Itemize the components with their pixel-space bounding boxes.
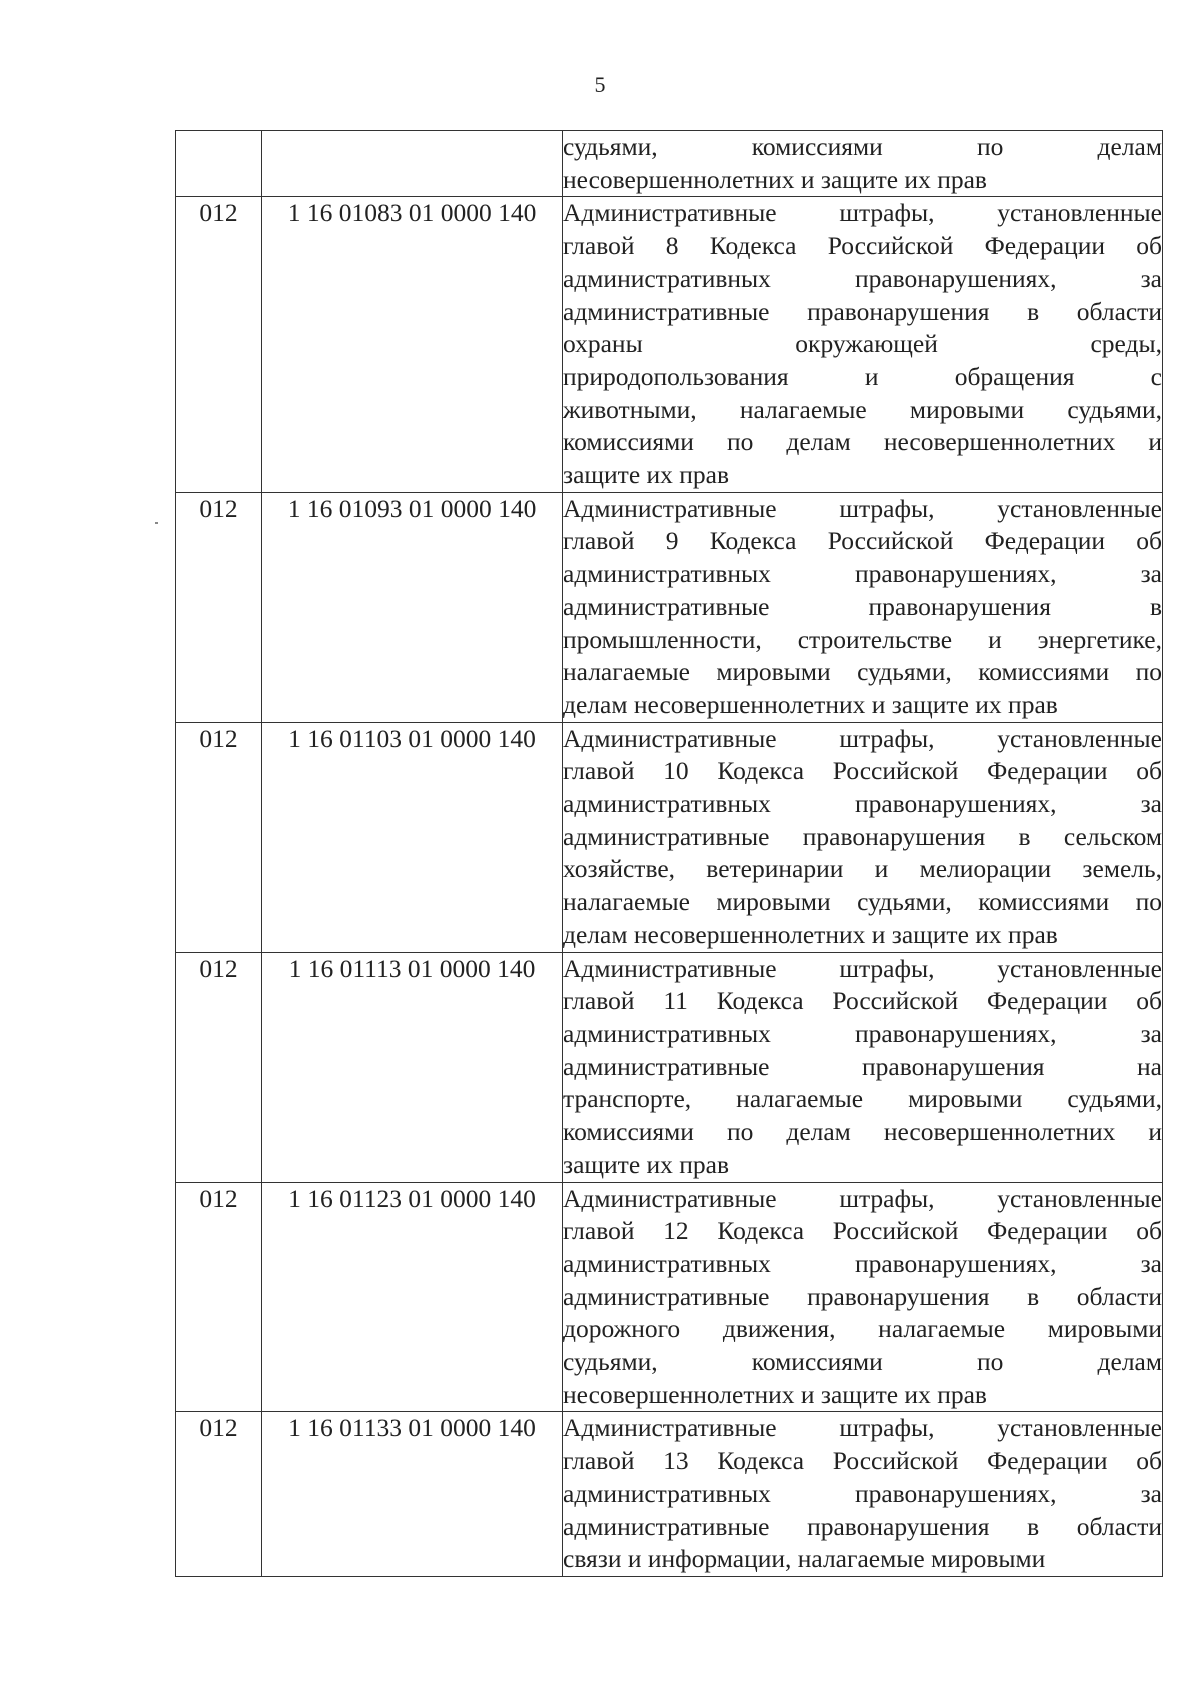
description-line: Административные штрафы, установленные	[563, 198, 1162, 228]
admin-code-cell: 012	[176, 1182, 262, 1412]
description-line: главой 8 Кодекса Российской Федерации об	[563, 231, 1162, 261]
scan-speck	[155, 522, 158, 524]
description-line: защите их прав	[563, 1149, 730, 1179]
revenue-description-cell	[563, 131, 1163, 197]
description-line: судьями, комиссиями по делам	[563, 132, 1162, 161]
budget-classification-code-cell	[262, 131, 563, 197]
description-line: хозяйстве, ветеринарии и мелиорации земель,	[563, 854, 1162, 884]
page-number: 5	[594, 72, 606, 97]
description-line: Административные штрафы, установленные	[563, 1183, 1162, 1213]
description-line: природопользования и обращения с	[563, 361, 1162, 391]
budget-classification-code-cell: 1 16 01123 01 0000 140	[262, 1182, 563, 1412]
description-line: административные правонарушения в	[563, 591, 1162, 621]
admin-code-cell	[176, 131, 262, 197]
description-line: налагаемые мировыми судьями, комиссиями по	[563, 887, 1162, 917]
description-line: судьями, комиссиями по делам	[563, 1347, 1162, 1377]
admin-code-cell: 012	[176, 952, 262, 1182]
description-line: делам несовершеннолетних и защите их прав	[563, 689, 1058, 719]
description-line: промышленности, строительстве и энергетике,	[563, 624, 1162, 654]
budget-classification-code-cell: 1 16 01113 01 0000 140	[262, 952, 563, 1182]
description-line: несовершеннолетних и защите их прав	[563, 164, 987, 194]
table-row	[176, 1412, 1163, 1577]
revenue-description-cell	[563, 197, 1163, 492]
admin-code-cell: 012	[176, 492, 262, 722]
description-line: связи и информации, налагаемые мировыми	[563, 1544, 1046, 1574]
budget-classification-code-cell: 1 16 01103 01 0000 140	[262, 722, 563, 952]
description-line: административные правонарушения в сельском	[563, 821, 1162, 851]
description-line: несовершеннолетних и защите их прав	[563, 1379, 987, 1409]
description-line: животными, налагаемые мировыми судьями,	[563, 394, 1162, 424]
admin-code-cell: 012	[176, 197, 262, 492]
admin-code-cell: 012	[176, 1412, 262, 1577]
table-row	[176, 1182, 1163, 1412]
revenue-description-cell	[563, 952, 1163, 1182]
description-line: дорожного движения, налагаемые мировыми	[563, 1314, 1162, 1344]
budget-classification-code-cell: 1 16 01133 01 0000 140	[262, 1412, 563, 1577]
description-line: транспорте, налагаемые мировыми судьями,	[563, 1084, 1162, 1114]
description-line: охраны окружающей среды,	[563, 329, 1162, 359]
revenue-description-cell	[563, 1182, 1163, 1412]
revenue-description-cell	[563, 492, 1163, 722]
description-line: главой 13 Кодекса Российской Федерации об	[563, 1446, 1162, 1476]
description-line: Административные штрафы, установленные	[563, 1413, 1162, 1443]
budget-classification-code-cell: 1 16 01083 01 0000 140	[262, 197, 563, 492]
description-line: административные правонарушения в области	[563, 1281, 1162, 1311]
admin-code-cell: 012	[176, 722, 262, 952]
description-line: административных правонарушениях, за	[563, 1478, 1162, 1508]
table-row	[176, 722, 1163, 952]
table-body	[176, 131, 1163, 1577]
description-line: главой 11 Кодекса Российской Федерации об	[563, 986, 1162, 1016]
description-line: административных правонарушениях, за	[563, 1018, 1162, 1048]
description-line: главой 9 Кодекса Российской Федерации об	[563, 526, 1162, 556]
description-line: административных правонарушениях, за	[563, 789, 1162, 819]
description-line: комиссиями по делам несовершеннолетних и	[563, 427, 1162, 457]
description-line: главой 10 Кодекса Российской Федерации об	[563, 756, 1162, 786]
description-line: административных правонарушениях, за	[563, 263, 1162, 293]
description-line: налагаемые мировыми судьями, комиссиями по	[563, 657, 1162, 687]
description-line: Административные штрафы, установленные	[563, 493, 1162, 523]
description-line: административные правонарушения в области	[563, 296, 1162, 326]
description-line: административные правонарушения в области	[563, 1511, 1162, 1541]
description-line: делам несовершеннолетних и защите их прав	[563, 919, 1058, 949]
budget-classification-code-cell: 1 16 01093 01 0000 140	[262, 492, 563, 722]
revenue-description-cell	[563, 1412, 1163, 1577]
table-row	[176, 492, 1163, 722]
description-line: Административные штрафы, установленные	[563, 723, 1162, 753]
budget-codes-table	[175, 130, 1163, 1577]
description-line: Административные штрафы, установленные	[563, 953, 1162, 983]
description-line: комиссиями по делам несовершеннолетних и	[563, 1117, 1162, 1147]
table-row	[176, 952, 1163, 1182]
table-row	[176, 197, 1163, 492]
description-line: административные правонарушения на	[563, 1051, 1162, 1081]
revenue-description-cell	[563, 722, 1163, 952]
description-line: главой 12 Кодекса Российской Федерации об	[563, 1216, 1162, 1246]
description-line: административных правонарушениях, за	[563, 1248, 1162, 1278]
description-line: административных правонарушениях, за	[563, 559, 1162, 589]
table-row	[176, 131, 1163, 197]
description-line: защите их прав	[563, 460, 730, 490]
